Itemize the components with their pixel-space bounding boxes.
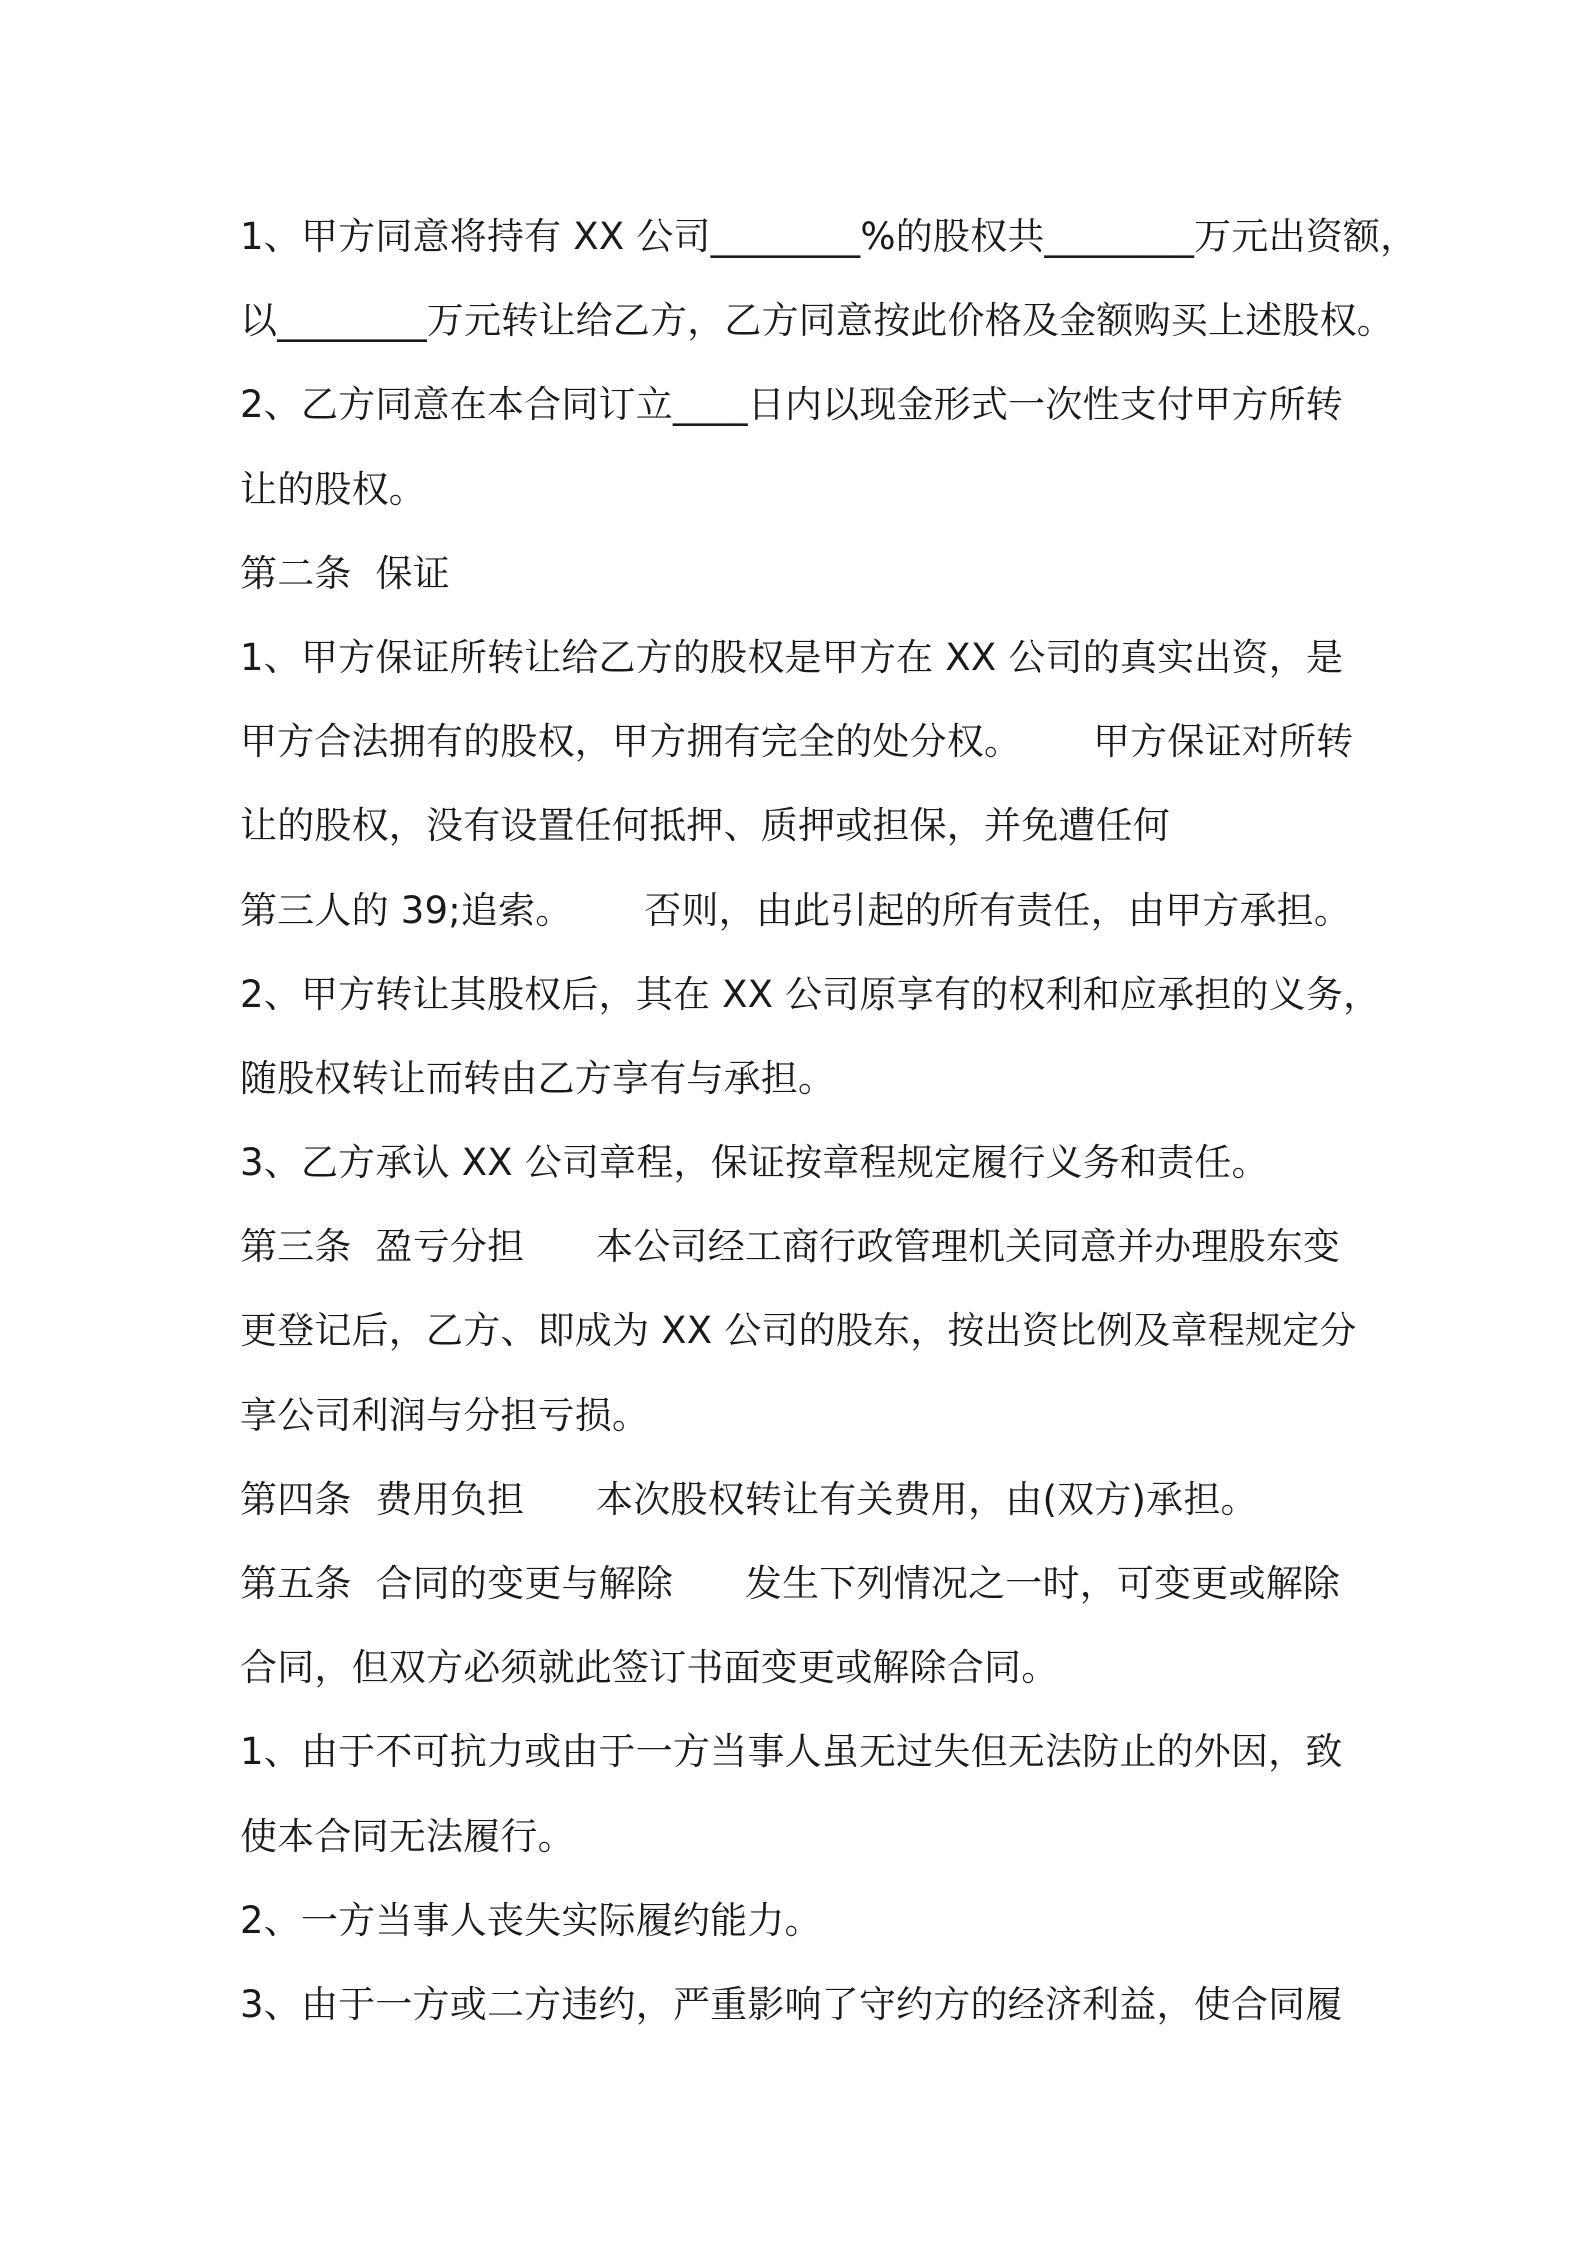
text-line: 让的股权。 <box>240 467 426 511</box>
text-line: 以________万元转让给乙方，乙方同意按此价格及金额购买上述股权。 <box>240 299 1394 343</box>
text-line: 第三人的 39;追索。 否则，由此引起的所有责任，由甲方承担。 <box>240 888 1352 932</box>
text-line: 更登记后，乙方、即成为 XX 公司的股东，按出资比例及章程规定分 <box>240 1309 1357 1353</box>
section-heading: 第五条 合同的变更与解除 发生下列情况之一时，可变更或解除 <box>240 1562 1341 1605</box>
text-line: 使本合同无法履行。 <box>240 1814 575 1858</box>
section-heading: 第三条 盈亏分担 本公司经工商行政管理机关同意并办理股东变 <box>240 1225 1341 1269</box>
text-line: 1、由于不可抗力或由于一方当事人虽无过失但无法防止的外因，致 <box>240 1730 1343 1774</box>
document-body <box>240 195 1418 2047</box>
text-line: 3、乙方承认 XX 公司章程，保证按章程规定履行义务和责任。 <box>240 1141 1269 1185</box>
text-line: 2、甲方转让其股权后，其在 XX 公司原享有的权利和应承担的义务， <box>240 972 1381 1016</box>
text-line: 享公司利润与分担亏损。 <box>240 1393 650 1437</box>
text-line: 3、由于一方或二方违约，严重影响了守约方的经济利益，使合同履 <box>240 1982 1343 2026</box>
text-line: 合同，但双方必须就此签订书面变更或解除合同。 <box>240 1646 1059 1690</box>
text-line: 1、甲方保证所转让给乙方的股权是甲方在 XX 公司的真实出资，是 <box>240 635 1344 679</box>
text-line: 2、一方当事人丧失实际履约能力。 <box>240 1898 822 1942</box>
section-heading: 第二条 保证 <box>240 551 450 595</box>
section-heading: 第四条 费用负担 本次股权转让有关费用，由(双方)承担。 <box>240 1477 1258 1521</box>
text-line: 随股权转让而转由乙方享有与承担。 <box>240 1056 836 1100</box>
text-line: 让的股权，没有设置任何抵押、质押或担保，并免遭任何 <box>240 804 1170 848</box>
text-line: 2、乙方同意在本合同订立____日内以现金形式一次性支付甲方所转 <box>240 383 1343 427</box>
text-line: 甲方合法拥有的股权，甲方拥有完全的处分权。 甲方保证对所转 <box>240 720 1354 764</box>
text-line: 1、甲方同意将持有 XX 公司________%的股权共________万元出资额， <box>240 215 1418 258</box>
